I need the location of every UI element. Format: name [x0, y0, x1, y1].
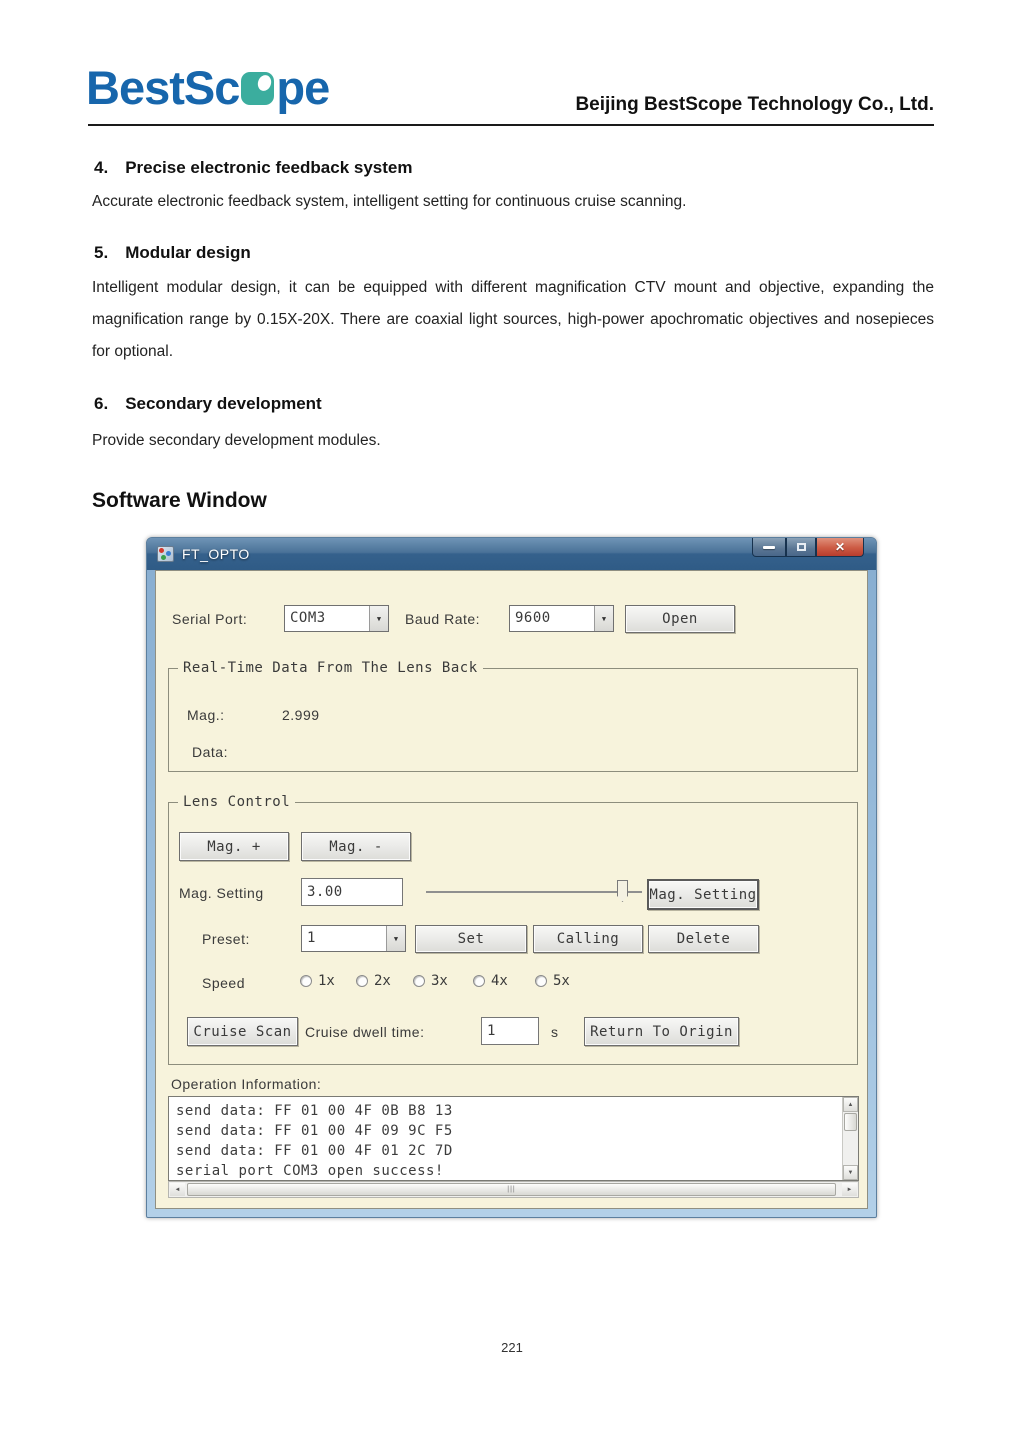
preset-label: Preset: [202, 931, 250, 947]
close-icon: ✕ [834, 540, 846, 554]
close-button[interactable] [816, 538, 864, 557]
app-icon [157, 546, 174, 562]
speed-radio-4x[interactable] [473, 973, 508, 989]
radio-icon[interactable] [473, 975, 485, 987]
scroll-down-icon[interactable]: ▼ [843, 1165, 858, 1180]
dwell-unit-label: s [551, 1024, 559, 1040]
radio-label: 2x [374, 973, 391, 989]
radio-label: 1x [318, 973, 335, 989]
section-title: Modular design [125, 243, 251, 262]
baud-rate-select[interactable] [509, 605, 614, 632]
scroll-up-icon[interactable]: ▲ [843, 1097, 858, 1112]
mag-setting-input[interactable] [301, 878, 403, 906]
logo-text-left: BestSc [86, 61, 240, 114]
realtime-group-legend: Real-Time Data From The Lens Back [178, 660, 483, 676]
mag-value: 2.999 [282, 707, 320, 723]
radio-icon[interactable] [413, 975, 425, 987]
log-line: serial port COM3 open success! [176, 1163, 444, 1179]
horizontal-scrollbar[interactable] [168, 1181, 859, 1198]
section-4-body: Accurate electronic feedback system, intelligent setting for continuous cruise scanning. [92, 193, 687, 210]
lens-group-legend: Lens Control [178, 794, 295, 810]
section-number: 6. [94, 394, 109, 413]
section-number: 4. [94, 158, 109, 177]
delete-button[interactable]: Delete [648, 925, 759, 953]
page-number: 221 [501, 1340, 523, 1355]
serial-port-select[interactable] [284, 605, 389, 632]
serial-port-value: COM3 [290, 610, 326, 626]
mag-setting-label: Mag. Setting [179, 885, 264, 901]
section-6-heading [94, 394, 322, 414]
software-window-heading: Software Window [92, 489, 267, 512]
bestscope-logo [86, 60, 329, 115]
section-5-body: Intelligent modular design, it can be equipped with different magnification CTV mount and objective, expanding the magnification range by 0.15X-20X. There are coaxial light sources, high-power apochromatic objectives and nosepieces for optional. [92, 279, 934, 360]
return-to-origin-button[interactable]: Return To Origin [584, 1017, 739, 1046]
scroll-left-icon[interactable]: ◄ [170, 1183, 185, 1196]
radio-label: 5x [553, 973, 570, 989]
speed-radio-5x[interactable] [535, 973, 570, 989]
mag-label: Mag.: [187, 707, 225, 723]
speed-label: Speed [202, 975, 245, 991]
baud-rate-label: Baud Rate: [405, 611, 481, 627]
calling-button[interactable]: Calling [533, 925, 643, 953]
mag-plus-button[interactable]: Mag. + [179, 832, 289, 861]
radio-label: 3x [431, 973, 448, 989]
minimize-icon [763, 546, 775, 549]
speed-radio-3x[interactable] [413, 973, 448, 989]
horizontal-scroll-thumb[interactable] [187, 1183, 836, 1196]
open-button[interactable]: Open [625, 605, 735, 633]
chevron-down-icon[interactable]: ▼ [369, 606, 388, 631]
baud-rate-value: 9600 [515, 610, 551, 626]
mag-slider-track[interactable] [426, 891, 642, 893]
scroll-right-icon[interactable]: ► [842, 1183, 857, 1196]
section-number: 5. [94, 243, 109, 262]
mag-slider-thumb[interactable] [617, 880, 628, 902]
section-title: Secondary development [125, 394, 322, 413]
lens-control-group [168, 794, 858, 1065]
section-6-body: Provide secondary development modules. [92, 432, 381, 449]
mag-minus-button[interactable]: Mag. - [301, 832, 411, 861]
chevron-down-icon[interactable]: ▼ [386, 926, 405, 951]
preset-select[interactable] [301, 925, 406, 952]
header-divider [88, 124, 934, 126]
radio-icon[interactable] [356, 975, 368, 987]
window-titlebar[interactable] [147, 538, 876, 570]
dwell-time-label: Cruise dwell time: [305, 1024, 425, 1040]
dwell-time-input[interactable] [481, 1017, 539, 1045]
radio-icon[interactable] [300, 975, 312, 987]
log-line: send data: FF 01 00 4F 09 9C F5 [176, 1123, 453, 1139]
cruise-scan-button[interactable]: Cruise Scan [187, 1017, 298, 1046]
logo-o-icon [241, 72, 274, 105]
window-client-area [155, 570, 868, 1209]
log-line: send data: FF 01 00 4F 0B B8 13 [176, 1103, 453, 1119]
section-4-heading [94, 158, 412, 178]
maximize-button[interactable] [786, 538, 816, 557]
chevron-down-icon[interactable]: ▼ [594, 606, 613, 631]
log-line: send data: FF 01 00 4F 01 2C 7D [176, 1143, 453, 1159]
set-button[interactable]: Set [415, 925, 527, 953]
realtime-data-group [168, 660, 858, 772]
mag-setting-button[interactable]: Mag. Setting [647, 879, 759, 910]
ft-opto-window [146, 537, 877, 1218]
company-name: Beijing BestScope Technology Co., Ltd. [575, 94, 934, 115]
radio-label: 4x [491, 973, 508, 989]
minimize-button[interactable] [752, 538, 786, 557]
window-title: FT_OPTO [182, 546, 250, 562]
section-title: Precise electronic feedback system [125, 158, 413, 177]
data-label: Data: [192, 744, 228, 760]
logo-text-right: pe [276, 61, 330, 114]
caption-buttons [752, 538, 864, 557]
speed-radio-1x[interactable] [300, 973, 335, 989]
maximize-icon [797, 543, 806, 551]
serial-port-label: Serial Port: [172, 611, 248, 627]
preset-value: 1 [307, 930, 316, 946]
radio-icon[interactable] [535, 975, 547, 987]
section-5-heading [94, 243, 251, 263]
grip-icon: ||| [507, 1186, 516, 1193]
log-lines [176, 1101, 838, 1181]
operation-log-list[interactable] [168, 1096, 859, 1181]
operation-info-label: Operation Information: [171, 1076, 322, 1092]
vertical-scrollbar[interactable] [842, 1097, 858, 1180]
vertical-scroll-thumb[interactable] [844, 1113, 857, 1131]
speed-radio-2x[interactable] [356, 973, 391, 989]
